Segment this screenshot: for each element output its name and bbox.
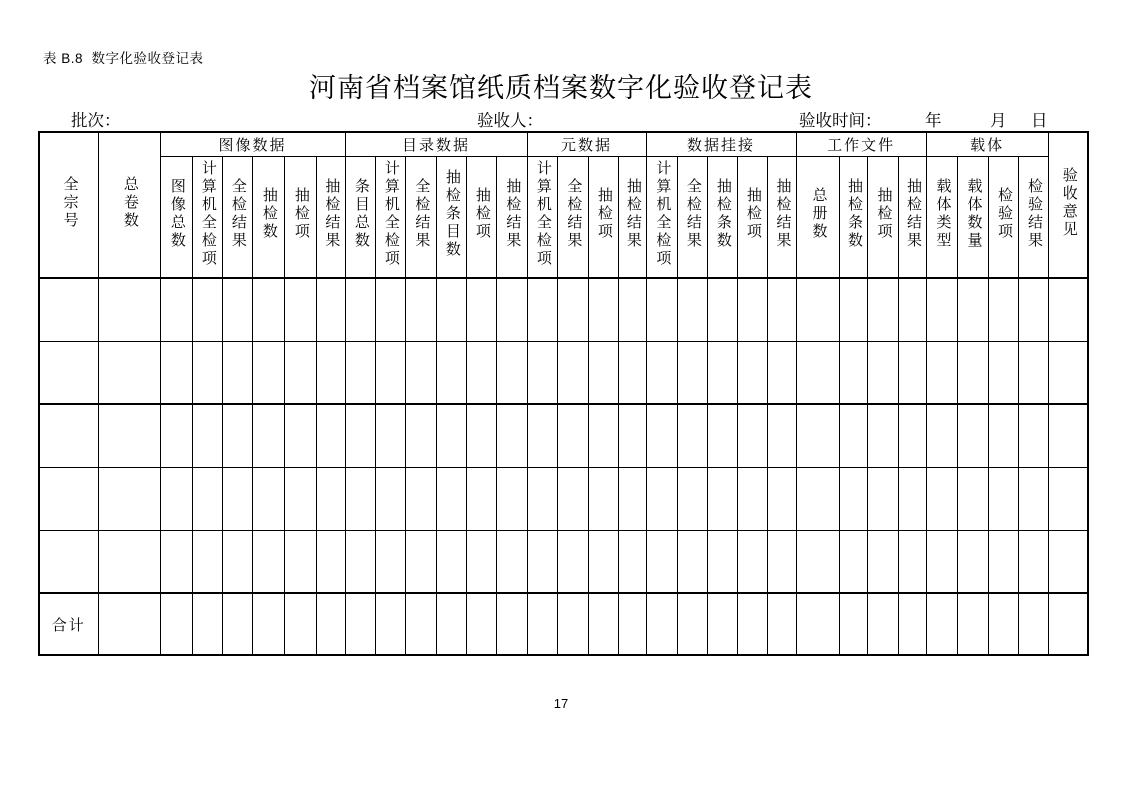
empty-cell <box>375 341 405 404</box>
empty-cell <box>1048 341 1088 404</box>
empty-cell <box>345 278 375 341</box>
empty-cell <box>957 530 988 593</box>
empty-cell <box>588 278 618 341</box>
empty-cell <box>767 467 796 530</box>
empty-cell <box>284 593 316 655</box>
col-header-full-check-result: 全检结果 <box>405 156 436 278</box>
empty-cell <box>839 467 867 530</box>
empty-cell <box>160 404 192 467</box>
empty-cell <box>867 530 898 593</box>
empty-cell <box>466 530 496 593</box>
empty-cell <box>588 530 618 593</box>
table-header <box>39 132 1088 278</box>
empty-cell <box>316 341 345 404</box>
empty-cell <box>926 593 957 655</box>
empty-cell <box>222 341 252 404</box>
col-header-sample-result: 抽检结果 <box>767 156 796 278</box>
col-header-computer-full-check-items: 计算机全检项 <box>527 156 557 278</box>
empty-cell <box>527 593 557 655</box>
empty-cell <box>252 593 284 655</box>
empty-cell <box>588 467 618 530</box>
empty-cell <box>98 593 160 655</box>
empty-cell <box>466 278 496 341</box>
empty-cell <box>284 467 316 530</box>
empty-cell <box>557 593 588 655</box>
empty-cell <box>926 404 957 467</box>
col-header-sample-items: 抽检项 <box>466 156 496 278</box>
empty-cell <box>345 593 375 655</box>
empty-cell <box>1018 530 1048 593</box>
empty-cell <box>707 530 737 593</box>
empty-cell <box>618 278 646 341</box>
empty-cell <box>898 278 926 341</box>
empty-cell <box>466 593 496 655</box>
empty-cell <box>496 593 527 655</box>
group-header-image-data: 图像数据 <box>160 132 345 156</box>
empty-cell <box>192 467 222 530</box>
table-body <box>39 278 1088 655</box>
group-header-carrier: 载体 <box>926 132 1048 156</box>
empty-cell <box>557 467 588 530</box>
empty-cell <box>316 278 345 341</box>
empty-cell <box>98 278 160 341</box>
empty-cell <box>160 593 192 655</box>
acceptor-label: 验收人： <box>477 111 543 130</box>
col-header-total-books: 总册数 <box>796 156 839 278</box>
col-header-sample-items: 抽检项 <box>284 156 316 278</box>
col-header-full-check-result: 全检结果 <box>222 156 252 278</box>
empty-cell <box>160 530 192 593</box>
empty-cell <box>677 341 707 404</box>
table-caption-label: 表 B.8 数字化验收登记表 <box>43 51 204 66</box>
day-label: 日 <box>1031 111 1048 130</box>
empty-cell <box>957 467 988 530</box>
empty-cell <box>496 404 527 467</box>
page-title: 河南省档案馆纸质档案数字化验收登记表 <box>309 73 813 103</box>
empty-cell <box>527 341 557 404</box>
empty-cell <box>867 593 898 655</box>
empty-cell <box>1048 530 1088 593</box>
col-header-acceptance-opinion: 验收意见 <box>1048 132 1088 278</box>
empty-cell <box>496 341 527 404</box>
empty-cell <box>898 530 926 593</box>
empty-cell <box>767 404 796 467</box>
empty-cell <box>618 341 646 404</box>
col-header-carrier-quantity: 载体数量 <box>957 156 988 278</box>
empty-cell <box>618 530 646 593</box>
empty-cell <box>375 593 405 655</box>
empty-cell <box>496 530 527 593</box>
empty-cell <box>252 530 284 593</box>
col-header-total-volumes: 总卷数 <box>98 132 160 278</box>
empty-cell <box>345 404 375 467</box>
empty-cell <box>898 467 926 530</box>
batch-label: 批次： <box>71 111 121 130</box>
acceptance-registration-table <box>38 131 1089 656</box>
empty-cell <box>677 530 707 593</box>
empty-cell <box>767 278 796 341</box>
col-header-fonds-no: 全宗号 <box>39 132 98 278</box>
empty-cell <box>796 530 839 593</box>
empty-cell <box>898 593 926 655</box>
col-header-carrier-type: 载体类型 <box>926 156 957 278</box>
year-label: 年 <box>925 111 942 130</box>
total-label-cell: 合计 <box>39 593 98 655</box>
empty-cell <box>796 341 839 404</box>
group-header-work-files: 工作文件 <box>796 132 926 156</box>
empty-cell <box>252 467 284 530</box>
empty-cell <box>436 341 466 404</box>
empty-cell <box>252 278 284 341</box>
empty-cell <box>316 404 345 467</box>
empty-cell <box>527 278 557 341</box>
empty-cell <box>1048 467 1088 530</box>
empty-cell <box>588 404 618 467</box>
empty-cell <box>252 341 284 404</box>
empty-cell <box>677 404 707 467</box>
empty-cell <box>39 467 98 530</box>
empty-cell <box>316 467 345 530</box>
month-label: 月 <box>990 111 1007 130</box>
col-header-sample-items: 抽检项 <box>737 156 767 278</box>
empty-cell <box>926 530 957 593</box>
empty-cell <box>796 278 839 341</box>
empty-cell <box>1018 278 1048 341</box>
col-header-inspection-items: 检验项 <box>988 156 1018 278</box>
empty-cell <box>646 467 677 530</box>
empty-cell <box>957 278 988 341</box>
empty-cell <box>375 278 405 341</box>
empty-cell <box>284 404 316 467</box>
sub-header-row <box>39 156 1088 278</box>
empty-cell <box>192 404 222 467</box>
empty-cell <box>222 530 252 593</box>
empty-data-row <box>39 467 1088 530</box>
acceptance-time-label: 验收时间： <box>799 111 882 130</box>
total-row <box>39 593 1088 655</box>
col-header-full-check-result: 全检结果 <box>677 156 707 278</box>
empty-cell <box>375 404 405 467</box>
empty-cell <box>646 530 677 593</box>
empty-cell <box>796 593 839 655</box>
empty-cell <box>222 278 252 341</box>
empty-cell <box>646 341 677 404</box>
col-header-sample-items: 抽检项 <box>588 156 618 278</box>
empty-cell <box>39 341 98 404</box>
empty-cell <box>527 404 557 467</box>
empty-cell <box>737 530 767 593</box>
empty-cell <box>737 278 767 341</box>
empty-cell <box>926 341 957 404</box>
empty-cell <box>222 404 252 467</box>
empty-data-row <box>39 530 1088 593</box>
empty-cell <box>192 530 222 593</box>
group-header-row <box>39 132 1088 156</box>
empty-cell <box>222 593 252 655</box>
empty-cell <box>98 404 160 467</box>
empty-cell <box>707 593 737 655</box>
empty-cell <box>405 278 436 341</box>
empty-cell <box>839 530 867 593</box>
col-header-sample-items: 抽检项 <box>867 156 898 278</box>
empty-cell <box>1018 341 1048 404</box>
group-header-metadata: 元数据 <box>527 132 646 156</box>
empty-data-row <box>39 341 1088 404</box>
empty-cell <box>466 341 496 404</box>
empty-cell <box>192 593 222 655</box>
empty-cell <box>677 467 707 530</box>
empty-cell <box>707 404 737 467</box>
empty-cell <box>160 467 192 530</box>
empty-cell <box>527 467 557 530</box>
empty-cell <box>618 593 646 655</box>
empty-cell <box>707 341 737 404</box>
empty-cell <box>839 278 867 341</box>
empty-cell <box>988 467 1018 530</box>
empty-cell <box>1048 278 1088 341</box>
col-header-sample-result: 抽检结果 <box>316 156 345 278</box>
empty-cell <box>867 341 898 404</box>
col-header-sample-strip-count: 抽检条数 <box>707 156 737 278</box>
empty-data-row <box>39 278 1088 341</box>
empty-cell <box>192 341 222 404</box>
empty-cell <box>618 404 646 467</box>
col-header-sample-strip-count: 抽检条数 <box>839 156 867 278</box>
empty-cell <box>98 467 160 530</box>
empty-cell <box>405 593 436 655</box>
col-header-sample-result: 抽检结果 <box>898 156 926 278</box>
empty-cell <box>160 341 192 404</box>
empty-cell <box>957 341 988 404</box>
empty-cell <box>988 341 1018 404</box>
empty-cell <box>436 530 466 593</box>
empty-cell <box>252 404 284 467</box>
empty-cell <box>284 278 316 341</box>
empty-cell <box>466 467 496 530</box>
empty-cell <box>160 278 192 341</box>
empty-cell <box>618 467 646 530</box>
empty-cell <box>345 341 375 404</box>
empty-cell <box>1018 467 1048 530</box>
empty-cell <box>737 467 767 530</box>
group-header-data-linking: 数据挂接 <box>646 132 796 156</box>
empty-cell <box>898 404 926 467</box>
empty-cell <box>646 278 677 341</box>
empty-cell <box>988 530 1018 593</box>
empty-cell <box>926 467 957 530</box>
page-number: 17 <box>553 696 569 711</box>
empty-cell <box>839 341 867 404</box>
empty-cell <box>405 404 436 467</box>
empty-cell <box>898 341 926 404</box>
empty-cell <box>496 278 527 341</box>
empty-cell <box>405 530 436 593</box>
empty-cell <box>405 467 436 530</box>
empty-cell <box>436 467 466 530</box>
group-header-catalog-data: 目录数据 <box>345 132 527 156</box>
empty-cell <box>466 404 496 467</box>
empty-cell <box>957 593 988 655</box>
empty-cell <box>557 530 588 593</box>
empty-cell <box>496 467 527 530</box>
empty-cell <box>988 404 1018 467</box>
empty-cell <box>405 341 436 404</box>
empty-cell <box>98 530 160 593</box>
empty-cell <box>375 467 405 530</box>
empty-cell <box>677 278 707 341</box>
empty-cell <box>98 341 160 404</box>
empty-cell <box>867 467 898 530</box>
empty-cell <box>345 467 375 530</box>
empty-cell <box>957 404 988 467</box>
empty-cell <box>527 530 557 593</box>
empty-cell <box>646 404 677 467</box>
empty-cell <box>737 404 767 467</box>
empty-cell <box>557 404 588 467</box>
empty-cell <box>284 341 316 404</box>
empty-cell <box>436 593 466 655</box>
empty-cell <box>39 278 98 341</box>
empty-cell <box>588 341 618 404</box>
empty-cell <box>677 593 707 655</box>
empty-cell <box>867 404 898 467</box>
empty-cell <box>867 278 898 341</box>
col-header-sample-entry-count: 抽检条目数 <box>436 156 466 278</box>
empty-cell <box>1048 404 1088 467</box>
empty-cell <box>767 341 796 404</box>
col-header-inspection-result: 检验结果 <box>1018 156 1048 278</box>
empty-cell <box>796 404 839 467</box>
col-header-computer-full-check-items: 计算机全检项 <box>375 156 405 278</box>
empty-cell <box>707 278 737 341</box>
empty-cell <box>588 593 618 655</box>
empty-cell <box>284 530 316 593</box>
empty-cell <box>796 467 839 530</box>
empty-cell <box>557 341 588 404</box>
empty-cell <box>988 278 1018 341</box>
empty-cell <box>988 593 1018 655</box>
empty-cell <box>1048 593 1088 655</box>
empty-cell <box>39 530 98 593</box>
col-header-image-total: 图像总数 <box>160 156 192 278</box>
empty-cell <box>1018 404 1048 467</box>
empty-data-row <box>39 404 1088 467</box>
col-header-entry-total: 条目总数 <box>345 156 375 278</box>
empty-cell <box>926 278 957 341</box>
empty-cell <box>192 278 222 341</box>
empty-cell <box>767 593 796 655</box>
empty-cell <box>316 593 345 655</box>
meta-row <box>0 107 1122 129</box>
col-header-sample-result: 抽检结果 <box>496 156 527 278</box>
empty-cell <box>707 467 737 530</box>
empty-cell <box>316 530 345 593</box>
empty-cell <box>737 341 767 404</box>
col-header-sample-result: 抽检结果 <box>618 156 646 278</box>
empty-cell <box>646 593 677 655</box>
empty-cell <box>839 593 867 655</box>
empty-cell <box>39 404 98 467</box>
empty-cell <box>1018 593 1048 655</box>
empty-cell <box>345 530 375 593</box>
empty-cell <box>737 593 767 655</box>
col-header-sample-count: 抽检数 <box>252 156 284 278</box>
empty-cell <box>375 530 405 593</box>
col-header-computer-full-check-items: 计算机全检项 <box>646 156 677 278</box>
empty-cell <box>436 278 466 341</box>
empty-cell <box>767 530 796 593</box>
col-header-full-check-result: 全检结果 <box>557 156 588 278</box>
empty-cell <box>557 278 588 341</box>
empty-cell <box>222 467 252 530</box>
empty-cell <box>839 404 867 467</box>
empty-cell <box>436 404 466 467</box>
col-header-computer-full-check-items: 计算机全检项 <box>192 156 222 278</box>
